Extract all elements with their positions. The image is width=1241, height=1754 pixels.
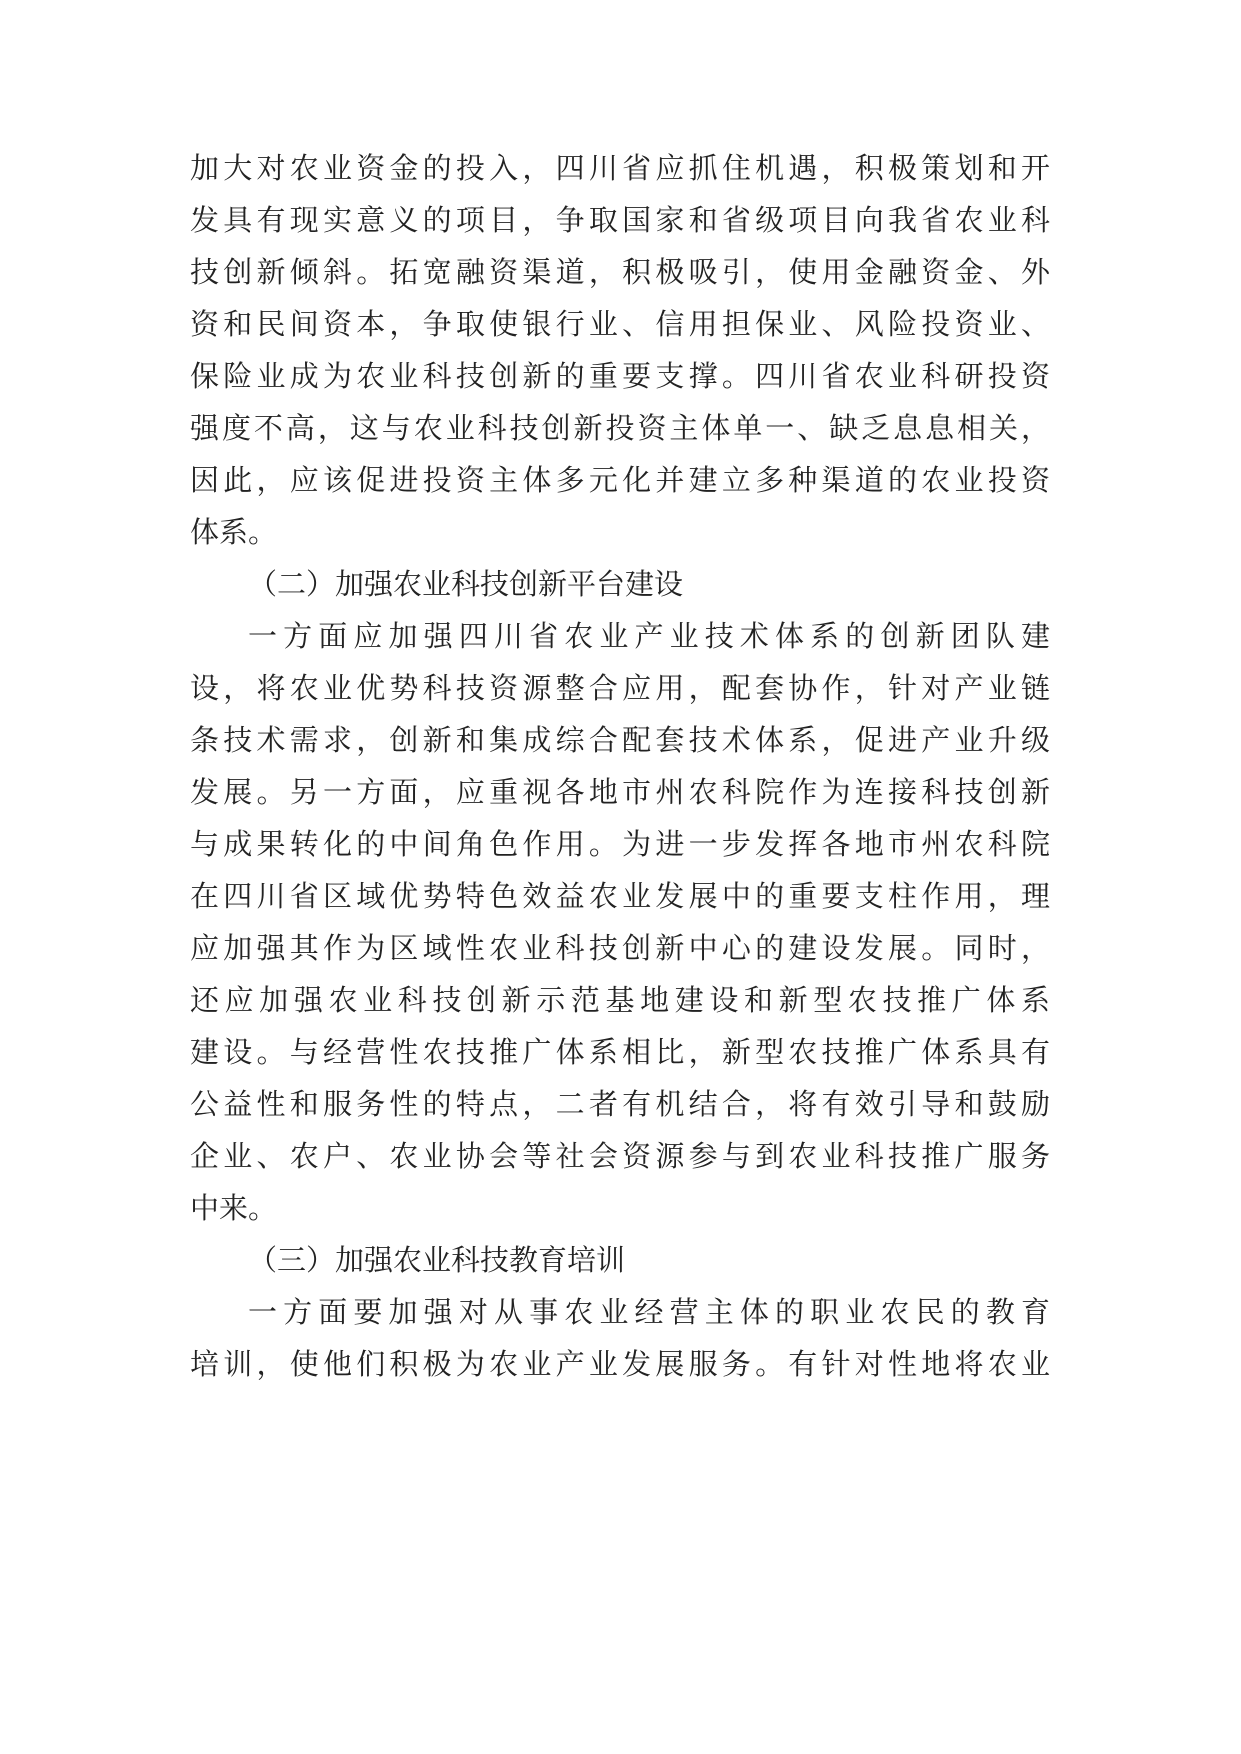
paragraph-2-line-11: 企业、农户、农业协会等社会资源参与到农业科技推广服务 bbox=[190, 1139, 1050, 1173]
paragraph-1-line-7: 因此，应该促进投资主体多元化并建立多种渠道的农业投资 bbox=[190, 463, 1050, 497]
paragraph-2-line-7: 应加强其作为区域性农业科技创新中心的建设发展。同时， bbox=[190, 931, 1050, 965]
section-heading-2: （二）加强农业科技创新平台建设 bbox=[248, 567, 684, 601]
paragraph-2-line-8: 还应加强农业科技创新示范基地建设和新型农技推广体系 bbox=[190, 983, 1050, 1017]
paragraph-2-line-6: 在四川省区域优势特色效益农业发展中的重要支柱作用，理 bbox=[190, 879, 1050, 913]
paragraph-2-line-3: 条技术需求，创新和集成综合配套技术体系，促进产业升级 bbox=[190, 723, 1050, 757]
paragraph-2-line-4: 发展。另一方面，应重视各地市州农科院作为连接科技创新 bbox=[190, 775, 1050, 809]
paragraph-1-line-5: 保险业成为农业科技创新的重要支撑。四川省农业科研投资 bbox=[190, 359, 1050, 393]
paragraph-1-line-8: 体系。 bbox=[190, 515, 278, 549]
section-heading-3: （三）加强农业科技教育培训 bbox=[248, 1243, 626, 1277]
paragraph-2-line-12: 中来。 bbox=[190, 1191, 278, 1225]
paragraph-1-line-3: 技创新倾斜。拓宽融资渠道，积极吸引，使用金融资金、外 bbox=[190, 255, 1050, 289]
paragraph-1-line-6: 强度不高，这与农业科技创新投资主体单一、缺乏息息相关， bbox=[190, 411, 1050, 445]
paragraph-1-line-2: 发具有现实意义的项目，争取国家和省级项目向我省农业科 bbox=[190, 203, 1050, 237]
paragraph-2-line-10: 公益性和服务性的特点，二者有机结合，将有效引导和鼓励 bbox=[190, 1087, 1050, 1121]
paragraph-1-line-1: 加大对农业资金的投入，四川省应抓住机遇，积极策划和开 bbox=[190, 151, 1050, 185]
paragraph-2-line-1: 一方面应加强四川省农业产业技术体系的创新团队建 bbox=[248, 619, 1050, 653]
paragraph-3-line-1: 一方面要加强对从事农业经营主体的职业农民的教育 bbox=[248, 1295, 1050, 1329]
paragraph-2-line-5: 与成果转化的中间角色作用。为进一步发挥各地市州农科院 bbox=[190, 827, 1050, 861]
paragraph-3-line-2: 培训，使他们积极为农业产业发展服务。有针对性地将农业 bbox=[190, 1347, 1050, 1381]
paragraph-2-line-9: 建设。与经营性农技推广体系相比，新型农技推广体系具有 bbox=[190, 1035, 1050, 1069]
paragraph-1-line-4: 资和民间资本，争取使银行业、信用担保业、风险投资业、 bbox=[190, 307, 1050, 341]
paragraph-2-line-2: 设，将农业优势科技资源整合应用，配套协作，针对产业链 bbox=[190, 671, 1050, 705]
